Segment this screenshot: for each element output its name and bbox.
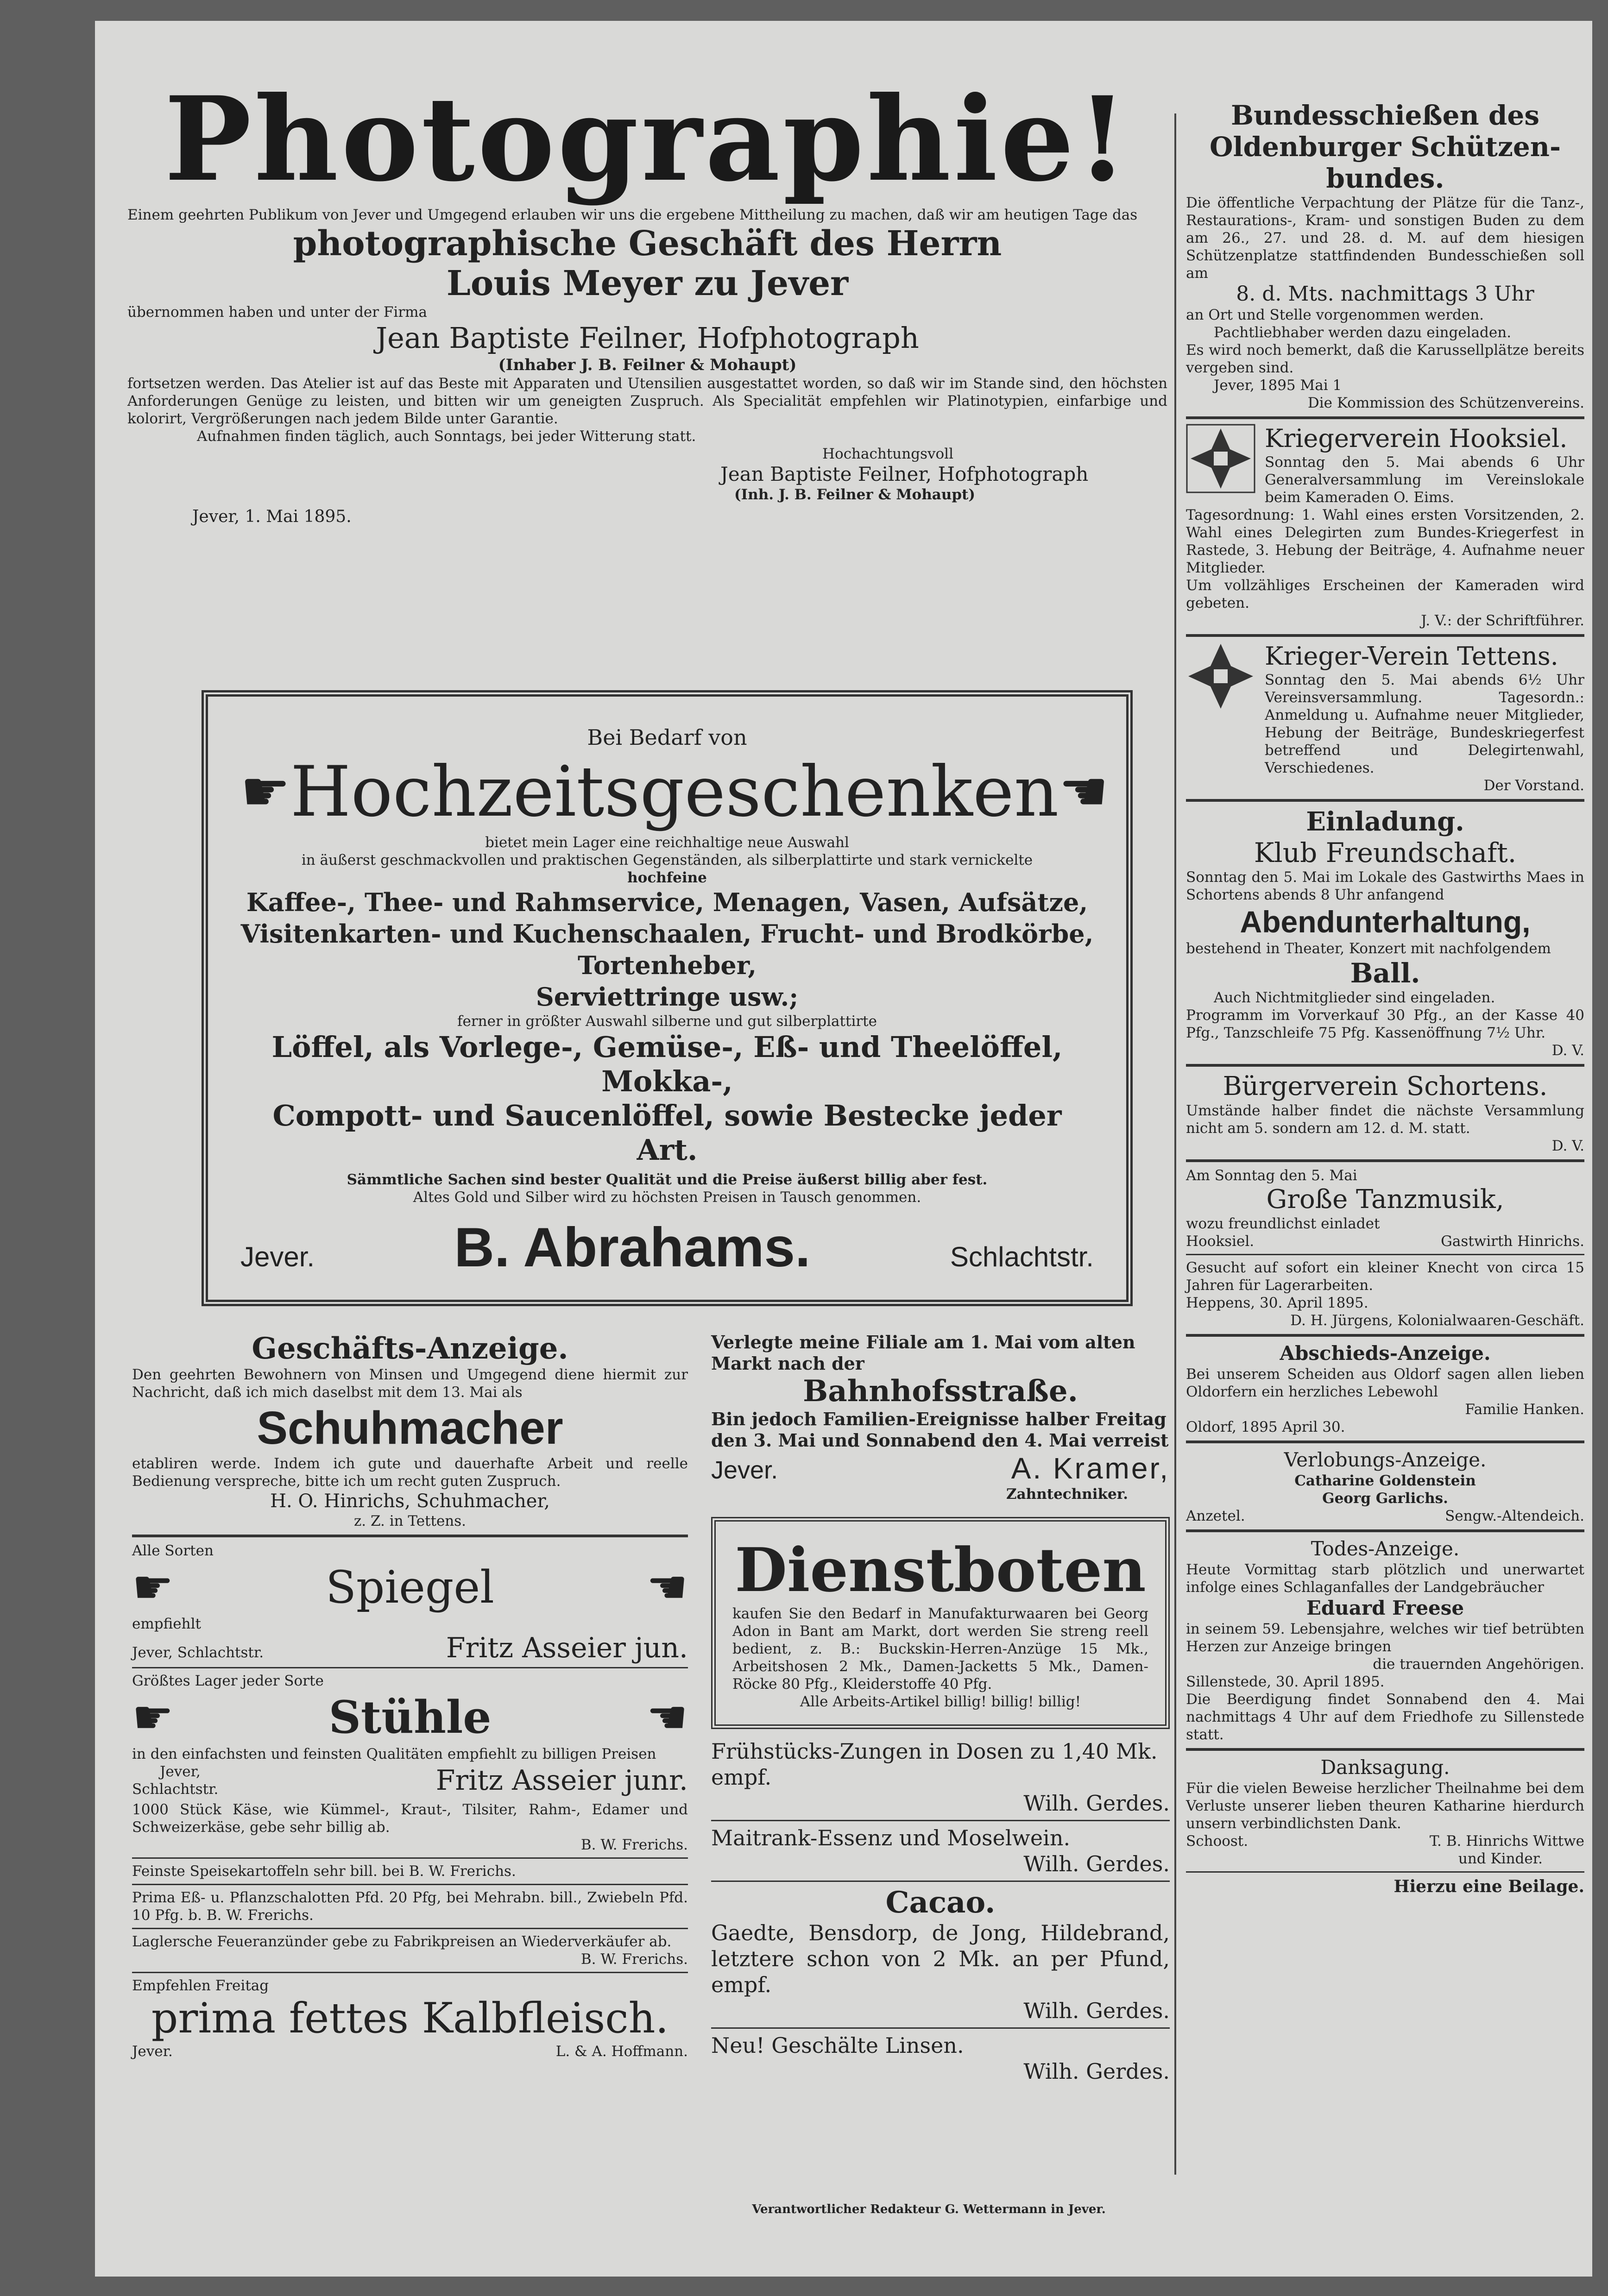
potatoes-name: B. W. Frerichs.	[409, 1863, 516, 1880]
dance-title: Große Tanzmusik,	[1266, 1184, 1504, 1214]
mirror-name: Fritz Asseier jun.	[446, 1632, 688, 1664]
thanks-signature-2: und Kinder.	[1458, 1850, 1543, 1867]
engagement-footer	[1186, 1507, 1584, 1525]
photo-date: Jever, 1. Mai 1895.	[192, 507, 352, 526]
shoemaker-title: Geschäfts-Anzeige.	[252, 1331, 568, 1366]
hooksiel-signature: J. V.: der Schriftführer.	[1421, 612, 1584, 629]
chairs-title-row	[132, 1690, 688, 1745]
death-mourners: die trauernden Angehörigen.	[1373, 1656, 1584, 1673]
mirror-ad	[132, 1542, 688, 1663]
shoemaker-text: Den geehrten Bewohnern von Minsen und Umgegend diene hiermit zur Nachricht, daß ich mich daselbst mit dem 13. Mai als	[132, 1366, 688, 1401]
schortens-text: Umstände halber findet die nächste Versammlung nicht am 5. sondern am 12. d. M. statt.	[1186, 1102, 1584, 1137]
servant-wanted-signature: D. H. Jürgens, Kolonialwaaren-Geschäft.	[1290, 1312, 1584, 1329]
hooksiel-head	[1186, 424, 1584, 506]
left-column	[127, 71, 1167, 526]
hooksiel-body	[1265, 424, 1584, 506]
chairs-top: Größtes Lager jeder Sorte	[132, 1673, 324, 1689]
chairs-ad	[132, 1672, 688, 1798]
wedding-gift-ad	[202, 690, 1133, 1306]
death-ad	[1186, 1537, 1584, 1743]
thanks-title: Danksagung.	[1320, 1756, 1450, 1779]
chairs-text: in den einfachsten und feinsten Qualitäten empfiehlt zu billigen Preisen	[132, 1746, 656, 1762]
club-text-3: Auch Nichtmitglieder sind eingeladen.	[1214, 989, 1495, 1006]
dentist-ad	[711, 1332, 1170, 1503]
divider	[132, 1884, 688, 1885]
pointing-hand-left-icon: ☚	[646, 1690, 688, 1744]
wedding-gold: Altes Gold und Silber wird zu höchsten Preisen in Tausch genommen.	[413, 1189, 921, 1206]
engagement-left: Anzetel.	[1186, 1508, 1245, 1524]
cacao-ad	[711, 1886, 1170, 2024]
veal-footer	[132, 2043, 688, 2060]
lentils-name: Wilh. Gerdes.	[1023, 2059, 1170, 2084]
mirror-footer	[132, 1633, 688, 1663]
potatoes-line	[132, 1862, 688, 1880]
club-signature: D. V.	[1551, 1042, 1584, 1059]
cheese-ad	[132, 1801, 688, 1854]
divider	[1186, 1159, 1584, 1162]
iron-cross-icon	[1186, 642, 1255, 711]
servants-footer: Alle Arbeits-Artikel billig! billig! billig!	[800, 1693, 1081, 1710]
engagement-right: Sengw.-Altendeich.	[1445, 1508, 1584, 1524]
shoemaker-place: z. Z. in Tettens.	[353, 1513, 467, 1529]
veal-ad	[132, 1977, 688, 2060]
maitrank-text: Maitrank-Essenz und Moselwein.	[711, 1825, 1071, 1850]
chairs-location-1: Jever,	[160, 1763, 201, 1780]
tettens-body	[1265, 642, 1584, 777]
wedding-footer	[240, 1215, 1094, 1279]
wedding-intro: Bei Bedarf von	[587, 725, 747, 750]
hooksiel-text: Sonntag den 5. Mai abends 6 Uhr Generalversammlung im Vereinslokale beim Kameraden O. Eims.	[1265, 454, 1584, 506]
divider	[132, 1667, 688, 1668]
dance-ad	[1186, 1167, 1584, 1250]
lentils-ad	[711, 2032, 1170, 2084]
servants-text: kaufen Sie den Bedarf in Manufakturwaaren bei Georg Adon in Bant am Markt, dort werden Sie streng reell bedient, z. B.: Buckskin-Herren-Anzüge 15 Mk., Arbeitshosen 2 Mk., Damen-Jacketts 5 Mk., Damen-Röcke 80 Pfg., Kleiderstoffe 40 Pfg.	[732, 1605, 1148, 1692]
death-name: Eduard Freese	[1306, 1597, 1464, 1619]
engagement-name-2: Georg Garlichs.	[1322, 1490, 1448, 1507]
wedding-offer: bietet mein Lager eine reichhaltige neue Auswahl	[485, 834, 849, 851]
thanks-text: Für die vielen Beweise herzlicher Theilnahme bei dem Verluste unserer lieben theuren Katharine hierdurch unsern verbindlichsten Dank.	[1186, 1780, 1584, 1832]
pointing-hand-right-icon: ☛	[132, 1690, 174, 1744]
schortens-signature: D. V.	[1551, 1138, 1584, 1154]
photo-intro: Einem geehrten Publikum von Jever und Umgegend erlauben wir uns die ergebene Mittheilung zu machen, daß wir am heutigen Tage das	[127, 207, 1138, 223]
dentist-job: Zahntechniker.	[1006, 1486, 1128, 1503]
death-date: Sillenstede, 30. April 1895.	[1186, 1673, 1385, 1690]
thanks-footer	[1186, 1832, 1584, 1850]
lower-left-column	[132, 1332, 688, 2063]
veal-place: Jever.	[132, 2043, 173, 2060]
farewell-signature: Familie Hanken.	[1465, 1401, 1584, 1418]
wedding-items-1: Kaffee-, Thee- und Rahmservice, Menagen, Vasen, Aufsätze,	[246, 887, 1088, 917]
shoemaker-ad	[132, 1332, 688, 1530]
farewell-ad	[1186, 1341, 1584, 1436]
photo-signature-1: Jean Baptiste Feilner, Hofphotograph	[720, 463, 1089, 485]
farewell-title: Abschieds-Anzeige.	[1280, 1342, 1491, 1365]
engagement-name-1: Catharine Goldenstein	[1294, 1472, 1476, 1489]
wedding-items-3: Serviettringe usw.;	[536, 982, 799, 1012]
divider	[1186, 1334, 1584, 1337]
dentist-name: A. Kramer,	[1011, 1452, 1170, 1485]
mirror-top: Alle Sorten	[132, 1542, 214, 1559]
wedding-offer-2: in äußerst geschmackvollen und praktischen Gegenständen, als silberplattirte und stark vernickelte	[301, 852, 1033, 868]
wedding-offer-3: hochfeine	[627, 869, 707, 886]
supplement-note: Hierzu eine Beilage.	[1394, 1877, 1584, 1896]
farewell-date: Oldorf, 1895 April 30.	[1186, 1419, 1345, 1435]
divider	[1186, 416, 1584, 419]
hooksiel-title: Kriegerverein Hooksiel.	[1265, 424, 1568, 453]
shooting-text-3: Pachtliebhaber werden dazu eingeladen.	[1214, 324, 1512, 341]
maitrank-ad	[711, 1825, 1170, 1877]
club-ad	[1186, 806, 1584, 1059]
veal-top: Empfehlen Freitag	[132, 1977, 269, 1994]
photo-greeting: Hochachtungsvoll	[822, 446, 953, 462]
schortens-title: Bürgerverein Schortens.	[1223, 1071, 1548, 1101]
veal-name: L. & A. Hoffmann.	[555, 2043, 688, 2060]
tongues-name: Wilh. Gerdes.	[1023, 1791, 1170, 1816]
photo-business-2: Louis Meyer zu Jever	[446, 264, 849, 303]
divider	[1186, 1254, 1584, 1255]
shoemaker-name: H. O. Hinrichs, Schuhmacher,	[270, 1491, 550, 1512]
dance-top: Am Sonntag den 5. Mai	[1186, 1167, 1357, 1184]
shooting-text-4: Es wird noch bemerkt, daß die Karussellplätze bereits vergeben sind.	[1186, 342, 1584, 376]
tettens-text: Sonntag den 5. Mai abends 6½ Uhr Vereinsversammlung. Tagesordn.: Anmeldung u. Aufnahme neuer Mitglieder, Hebung der Beiträge, Bundeskriegerfest betreffend und Delegirtenwahl, Verschiedenes.	[1265, 672, 1584, 776]
wedding-quality: Sämmtliche Sachen sind bester Qualität und die Preise äußerst billig aber fest.	[347, 1171, 988, 1188]
mirror-location: Jever, Schlachtstr.	[132, 1644, 264, 1661]
matches-ad	[132, 1933, 688, 1968]
right-column	[1186, 100, 1584, 1897]
wedding-further: ferner in größter Auswahl silberne und gut silberplattirte	[457, 1013, 877, 1030]
column-rule	[1174, 113, 1176, 2175]
divider	[1186, 799, 1584, 802]
mirror-recommend: empfiehlt	[132, 1616, 201, 1632]
engagement-title: Verlobungs-Anzeige.	[1284, 1448, 1487, 1471]
death-funeral: Die Beerdigung findet Sonnabend den 4. Mai nachmittags 4 Uhr auf dem Friedhofe zu Sillenstede statt.	[1186, 1691, 1584, 1743]
cacao-text: Gaedte, Bensdorp, de Jong, Hildebrand, letztere schon von 2 Mk. an per Pfund, empf.	[711, 1920, 1170, 1997]
divider	[1186, 1064, 1584, 1067]
matches-text: Laglersche Feueranzünder gebe zu Fabrikpreisen an Wiederverkäufer ab.	[132, 1933, 672, 1950]
wedding-items-2: Visitenkarten- und Kuchenschaalen, Frucht- und Brodkörbe, Tortenheber,	[240, 919, 1094, 980]
divider	[132, 1857, 688, 1859]
servants-title: Dienstboten	[735, 1535, 1146, 1605]
wedding-place: Jever.	[240, 1241, 315, 1272]
hooksiel-ad	[1186, 424, 1584, 629]
dentist-text-2: Bin jedoch Familien-Ereignisse halber Freitag den 3. Mai und Sonnabend den 4. Mai verreist	[711, 1409, 1169, 1451]
chairs-location-2: Schlachtstr.	[132, 1781, 219, 1798]
death-text: Heute Vormittag starb plötzlich und unerwartet infolge eines Schlaganfalles der Landgebräucher	[1186, 1561, 1584, 1596]
photo-owner: (Inhaber J. B. Feilner & Mohaupt)	[498, 356, 797, 374]
club-text-2: bestehend in Theater, Konzert mit nachfolgendem	[1186, 940, 1551, 957]
chairs-name: Fritz Asseier junr.	[435, 1764, 688, 1797]
divider	[1186, 1748, 1584, 1751]
servants-ad	[711, 1517, 1170, 1729]
dance-name: Gastwirth Hinrichs.	[1441, 1233, 1584, 1250]
dentist-footer	[711, 1451, 1170, 1485]
shoemaker-text-2: etabliren werde. Indem ich gute und dauerhafte Arbeit und reelle Bedienung verspreche, bitte ich um recht guten Zuspruch.	[132, 1455, 688, 1490]
club-text-4: Programm im Vorverkauf 30 Pfg., an der Kasse 40 Pfg., Tanzschleife 75 Pfg. Kassenöffnung 7½ Uhr.	[1186, 1007, 1584, 1041]
death-text-2: in seinem 59. Lebensjahre, welches wir tief betrübten Herzen zur Anzeige bringen	[1186, 1621, 1584, 1655]
veal-title: prima fettes Kalbfleisch.	[151, 1994, 669, 2043]
cheese-text: 1000 Stück Käse, wie Kümmel-, Kraut-, Tilsiter, Rahm-, Edamer und Schweizerkäse, gebe sehr billig ab.	[132, 1801, 688, 1836]
hooksiel-agenda: Tagesordnung: 1. Wahl eines ersten Vorsitzenden, 2. Wahl eines Delegirten zum Bundes-Kriegerfest in Rastede, 3. Hebung der Beiträge, 4. Aufnahme neuer Mitglieder.	[1186, 507, 1584, 576]
photo-title: Photographie!	[164, 71, 1131, 207]
shooting-title-1: Bundesschießen des	[1231, 100, 1539, 131]
chairs-location	[132, 1763, 218, 1798]
shooting-ad	[1186, 100, 1584, 412]
chairs-footer	[132, 1763, 688, 1798]
dance-text: wozu freundlichst einladet	[1186, 1215, 1380, 1232]
cheese-name: B. W. Frerichs.	[580, 1837, 688, 1853]
shooting-title-2: Oldenburger Schützen-	[1209, 131, 1561, 163]
club-name: Klub Freundschaft.	[1254, 837, 1517, 868]
potatoes-text: Feinste Speisekartoffeln sehr bill. bei	[132, 1863, 404, 1880]
divider	[711, 1881, 1170, 1882]
death-title: Todes-Anzeige.	[1311, 1537, 1460, 1560]
photo-business-1: photographische Geschäft des Herrn	[293, 224, 1002, 264]
newspaper-page	[95, 21, 1592, 2277]
wedding-spoons-2: Compott- und Saucenlöffel, sowie Bestecke jeder Art.	[272, 1099, 1062, 1167]
divider	[711, 2027, 1170, 2029]
iron-cross-icon	[1186, 424, 1255, 493]
divider	[711, 1820, 1170, 1821]
divider	[1186, 634, 1584, 637]
shoemaker-trade: Schuhmacher	[257, 1402, 563, 1454]
wedding-spoons-1: Löffel, als Vorlege-, Gemüse-, Eß- und Theelöffel, Mokka-,	[271, 1030, 1063, 1098]
club-ball: Ball.	[1350, 957, 1420, 989]
dance-footer	[1186, 1233, 1584, 1250]
divider	[132, 1972, 688, 1973]
dentist-street: Bahnhofsstraße.	[803, 1374, 1078, 1409]
lentils-text: Neu! Geschälte Linsen.	[711, 2033, 964, 2058]
club-title: Einladung.	[1306, 806, 1464, 837]
dance-place: Hooksiel.	[1186, 1233, 1255, 1250]
cacao-name: Wilh. Gerdes.	[1023, 1998, 1170, 2023]
photo-signature-2: (Inh. J. B. Feilner & Mohaupt)	[734, 486, 976, 503]
tettens-title: Krieger-Verein Tettens.	[1265, 642, 1558, 671]
mirror-title-row	[132, 1560, 688, 1615]
photo-taken: übernommen haben und unter der Firma	[127, 304, 428, 321]
tettens-ad	[1186, 642, 1584, 794]
onions-text: Prima Eß- u. Pflanzschalotten Pfd. 20 Pfg, bei Mehrabn. bill., Zwiebeln Pfd. 10 Pfg. b. B. W. Frerichs.	[132, 1889, 688, 1924]
onions-ad	[132, 1889, 688, 1924]
matches-name: B. W. Frerichs.	[580, 1951, 688, 1968]
dentist-place: Jever.	[711, 1456, 778, 1484]
pointing-hand-left-icon: ☚	[1059, 760, 1109, 824]
pointing-hand-right-icon: ☛	[132, 1560, 174, 1614]
photo-hours: Aufnahmen finden täglich, auch Sonntags, bei jeder Witterung statt.	[197, 428, 696, 445]
hooksiel-appeal: Um vollzähliges Erscheinen der Kameraden wird gebeten.	[1186, 577, 1584, 611]
servant-wanted-ad	[1186, 1259, 1584, 1329]
pointing-hand-right-icon: ☛	[240, 760, 290, 824]
engagement-ad	[1186, 1448, 1584, 1525]
schortens-ad	[1186, 1071, 1584, 1155]
shooting-title-3: bundes.	[1326, 163, 1444, 194]
divider	[1186, 1871, 1584, 1873]
chairs-title: Stühle	[328, 1691, 492, 1743]
club-event: Abendunterhaltung,	[1240, 905, 1531, 939]
club-text: Sonntag den 5. Mai im Lokale des Gastwirths Maes in Schortens abends 8 Uhr anfangend	[1186, 869, 1584, 903]
pointing-hand-left-icon: ☚	[646, 1560, 688, 1614]
shooting-text: Die öffentliche Verpachtung der Plätze für die Tanz-, Restaurations-, Kram- und sonstigen Buden zu dem am 26., 27. und 28. d. M. auf dem hiesigen Schützenplatze stattfindenden Bundesschießen soll am	[1186, 195, 1584, 282]
cacao-title: Cacao.	[885, 1885, 996, 1920]
tongues-ad	[711, 1738, 1170, 1816]
photo-firm: Jean Baptiste Feilner, Hofphotograph	[376, 321, 919, 355]
divider	[1186, 1441, 1584, 1443]
photo-ad	[127, 71, 1167, 526]
thanks-ad	[1186, 1755, 1584, 1868]
lower-middle-column	[711, 1332, 1170, 2087]
thanks-signature-1: T. B. Hinrichs Wittwe	[1429, 1833, 1584, 1849]
dentist-text: Verlegte meine Filiale am 1. Mai vom alten Markt nach der	[711, 1332, 1135, 1374]
wedding-title: Hochzeitsgeschenken	[290, 752, 1059, 832]
tettens-signature: Der Vorstand.	[1483, 777, 1584, 794]
potatoes-ad	[132, 1862, 688, 1880]
wedding-street: Schlachtstr.	[950, 1241, 1094, 1272]
wedding-merchant: B. Abrahams.	[454, 1216, 811, 1278]
servant-wanted-text: Gesucht auf sofort ein kleiner Knecht von circa 15 Jahren für Lagerarbeiten.	[1186, 1259, 1584, 1294]
photo-body: fortsetzen werden. Das Atelier ist auf das Beste mit Apparaten und Utensilien ausgestattet worden, so daß wir im Stande sind, den höchsten Anforderungen Genüge zu leisten, und bitten wir um geneigten Zuspruch. Als Specialität empfehlen wir Platinotypien, einfarbige und kolorirt, Vergrößerungen nach jedem Bilde unter Garantie.	[127, 375, 1167, 427]
divider	[132, 1535, 688, 1537]
thanks-place: Schoost.	[1186, 1833, 1249, 1849]
maitrank-name: Wilh. Gerdes.	[1023, 1851, 1170, 1876]
tettens-head	[1186, 642, 1584, 777]
shooting-when: 8. d. Mts. nachmittags 3 Uhr	[1236, 282, 1534, 306]
shooting-signature: Die Kommission des Schützenvereins.	[1307, 395, 1584, 411]
divider	[132, 1928, 688, 1929]
editor-line: Verantwortlicher Redakteur G. Wettermann in Jever.	[752, 2202, 1106, 2216]
farewell-text: Bei unserem Scheiden aus Oldorf sagen allen lieben Oldorfern ein herzliches Lebewohl	[1186, 1366, 1584, 1400]
shooting-date: Jever, 1895 Mai 1	[1214, 377, 1342, 394]
mirror-title: Spiegel	[326, 1561, 494, 1613]
servant-wanted-date: Heppens, 30. April 1895.	[1186, 1295, 1368, 1311]
tongues-text: Frühstücks-Zungen in Dosen zu 1,40 Mk. empf.	[711, 1739, 1158, 1790]
shooting-text-2: an Ort und Stelle vorgenommen werden.	[1186, 307, 1484, 323]
wedding-title-row	[240, 750, 1109, 834]
divider	[1186, 1529, 1584, 1532]
